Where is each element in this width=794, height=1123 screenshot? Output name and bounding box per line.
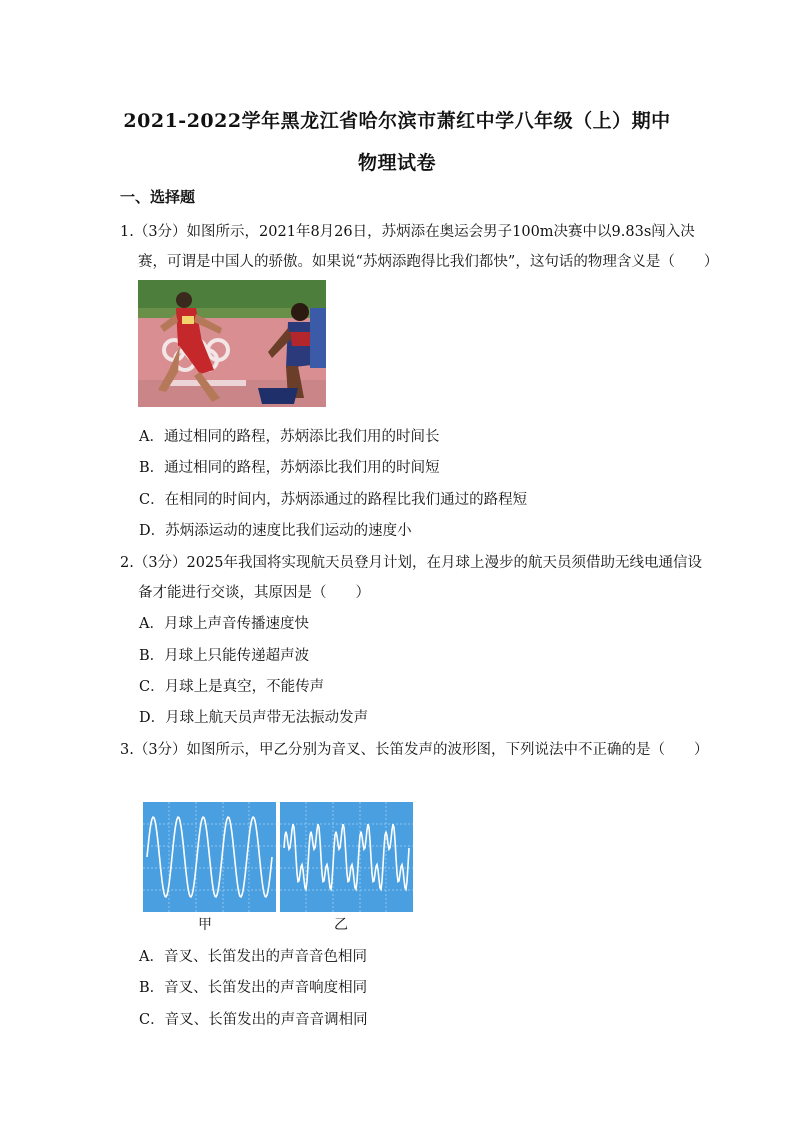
question-3-line1: 3.（3分）如图所示，甲乙分别为音叉、长笛发声的波形图，下列说法中不正确的是（ ） — [120, 742, 709, 758]
question-2-line2: 备才能进行交谈，其原因是（ ） — [138, 585, 370, 601]
question-1-option-d[interactable]: D．苏炳添运动的速度比我们运动的速度小 — [139, 523, 412, 539]
sprinter-photo — [138, 280, 326, 407]
question-1-option-c[interactable]: C．在相同的时间内，苏炳添通过的路程比我们通过的路程短 — [139, 492, 528, 508]
waveform-yi — [280, 802, 413, 912]
question-3-option-b[interactable]: B．音叉、长笛发出的声音响度相同 — [139, 980, 368, 996]
question-1-line1: 1.（3分）如图所示，2021年8月26日，苏炳添在奥运会男子100m决赛中以9.83s闯入决 — [120, 224, 695, 240]
exam-title-line1: 2021-2022学年黑龙江省哈尔滨市萧红中学八年级（上）期中 — [123, 110, 671, 132]
question-1-option-a[interactable]: A．通过相同的路程，苏炳添比我们用的时间长 — [139, 429, 440, 445]
question-3-option-a[interactable]: A．音叉、长笛发出的声音音色相同 — [139, 949, 367, 965]
question-2-line1: 2.（3分）2025年我国将实现航天员登月计划，在月球上漫步的航天员须借助无线电通信设 — [120, 555, 702, 571]
waveform-label-yi: 乙 — [334, 917, 348, 933]
question-2-option-d[interactable]: D．月球上航天员声带无法振动发声 — [139, 710, 369, 726]
question-2-option-c[interactable]: C．月球上是真空，不能传声 — [139, 679, 325, 695]
section-heading: 一、选择题 — [120, 188, 196, 206]
exam-title-line2: 物理试卷 — [357, 152, 436, 174]
waveform-label-jia: 甲 — [198, 917, 212, 933]
question-3-option-c[interactable]: C．音叉、长笛发出的声音音调相同 — [139, 1012, 368, 1028]
question-2-option-b[interactable]: B．月球上只能传递超声波 — [139, 648, 310, 664]
question-1-line2: 赛，可谓是中国人的骄傲。如果说“苏炳添跑得比我们都快”，这句话的物理含义是（ ） — [138, 254, 719, 270]
waveform-jia — [143, 802, 276, 912]
waveform-figure — [143, 802, 413, 916]
question-1-option-b[interactable]: B．通过相同的路程，苏炳添比我们用的时间短 — [139, 460, 440, 476]
question-2-option-a[interactable]: A．月球上声音传播速度快 — [139, 616, 309, 632]
